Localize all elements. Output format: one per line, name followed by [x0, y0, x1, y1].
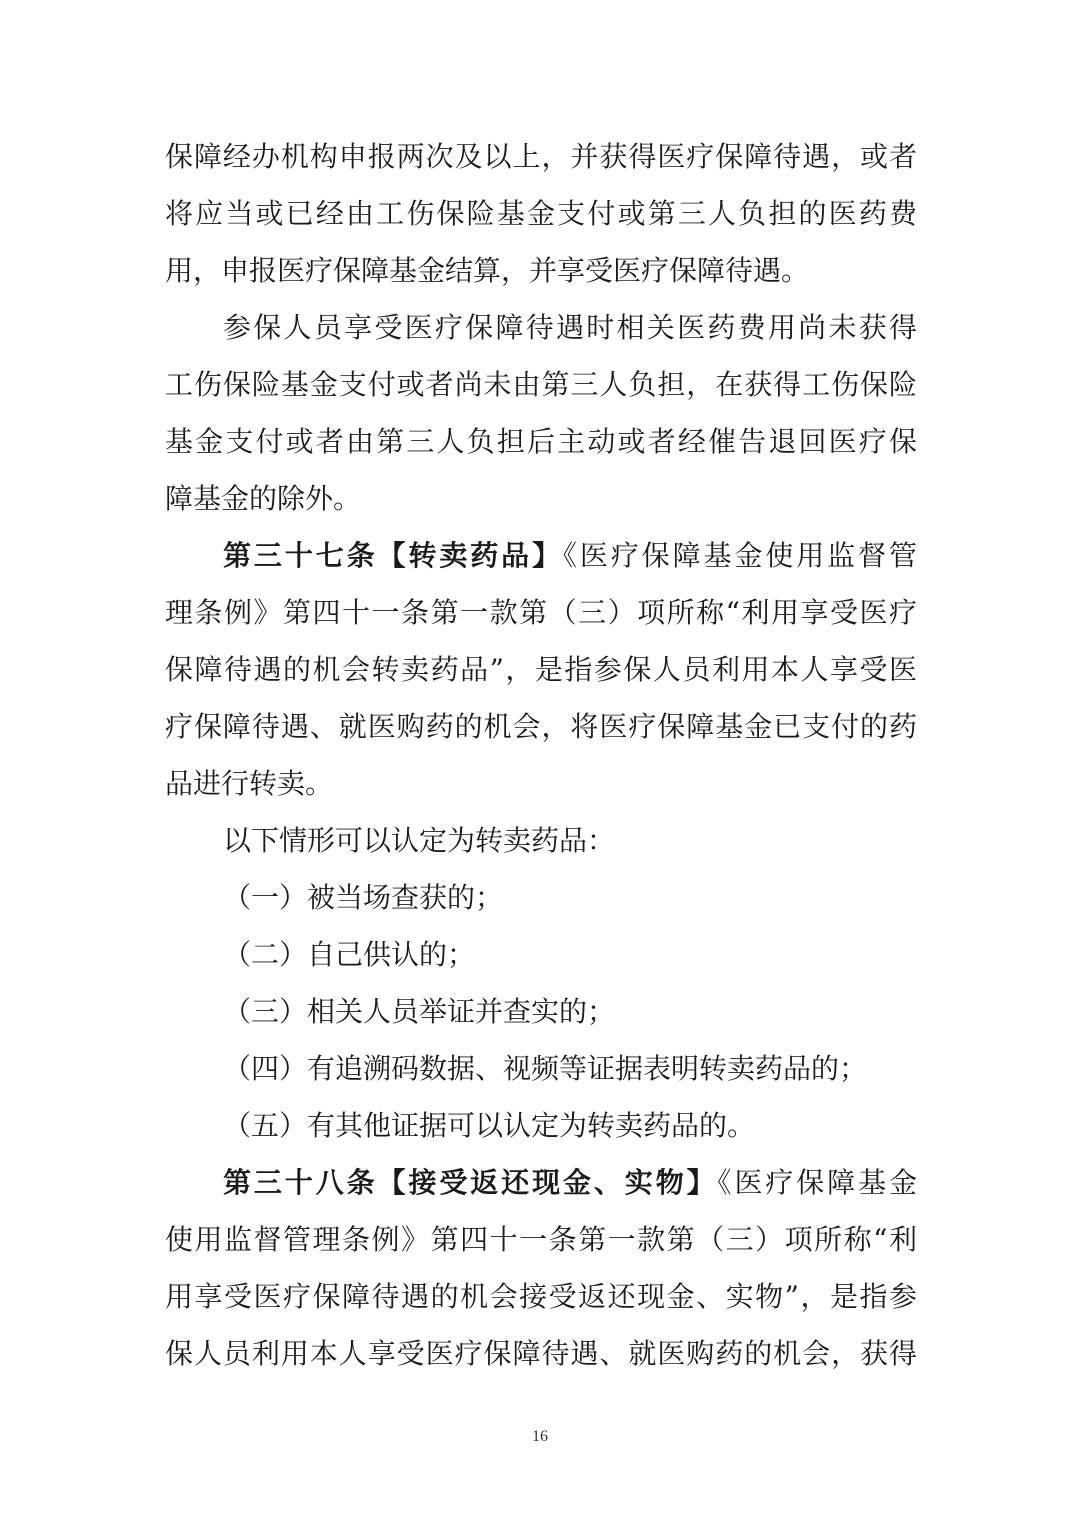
- text-line-2: 将应当或已经由工伤保险基金支付或第三人负担的医药费: [165, 197, 917, 230]
- text-line-22: 保人员利用本人享受医疗保障待遇、就医购药的机会，获得: [165, 1337, 917, 1370]
- list-item-5: （五）有其他证据可以认定为转卖药品的。: [223, 1109, 756, 1142]
- list-item-1: （一）被当场查获的；: [223, 881, 504, 914]
- text-line-12: 品进行转卖。: [165, 767, 334, 800]
- article-37-heading-line: 第三十七条【转卖药品】《医疗保障基金使用监督管: [223, 539, 917, 572]
- article-38-title: 第三十八条【接受返还现金、实物】: [223, 1166, 718, 1199]
- text-line-6: 基金支付或者由第三人负担后主动或者经催告退回医疗保: [165, 425, 917, 458]
- text-line-3: 用，申报医疗保障基金结算，并享受医疗保障待遇。: [165, 254, 810, 287]
- text-line-5: 工伤保险基金支付或者尚未由第三人负担，在获得工伤保险: [165, 368, 917, 401]
- text-line-7: 障基金的除外。: [165, 482, 362, 515]
- document-body: [165, 128, 917, 1382]
- text-line-1: 保障经办机构申报两次及以上，并获得医疗保障待遇，或者: [165, 140, 917, 173]
- text-line-9: 理条例》第四十一条第一款第（三）项所称“利用享受医疗: [165, 596, 917, 629]
- list-item-3: （三）相关人员举证并查实的；: [223, 995, 616, 1028]
- text-line-11: 疗保障待遇、就医购药的机会，将医疗保障基金已支付的药: [165, 710, 917, 743]
- text-line-20: 使用监督管理条例》第四十一条第一款第（三）项所称“利: [165, 1223, 917, 1256]
- article-37-title: 第三十七条【转卖药品】: [223, 539, 563, 572]
- page-number: 16: [532, 1428, 548, 1445]
- text-line-10: 保障待遇的机会转卖药品”，是指参保人员利用本人享受医: [165, 653, 917, 686]
- text-line-4: 参保人员享受医疗保障待遇时相关医药费用尚未获得: [223, 311, 917, 344]
- text-line-13: 以下情形可以认定为转卖药品：: [223, 824, 616, 857]
- text-line-21: 用享受医疗保障待遇的机会接受返还现金、实物”，是指参: [165, 1280, 917, 1313]
- article-38-heading-line: 第三十八条【接受返还现金、实物】《医疗保障基金: [223, 1166, 917, 1199]
- list-item-4: （四）有追溯码数据、视频等证据表明转卖药品的；: [223, 1052, 868, 1085]
- list-item-2: （二）自己供认的；: [223, 938, 476, 971]
